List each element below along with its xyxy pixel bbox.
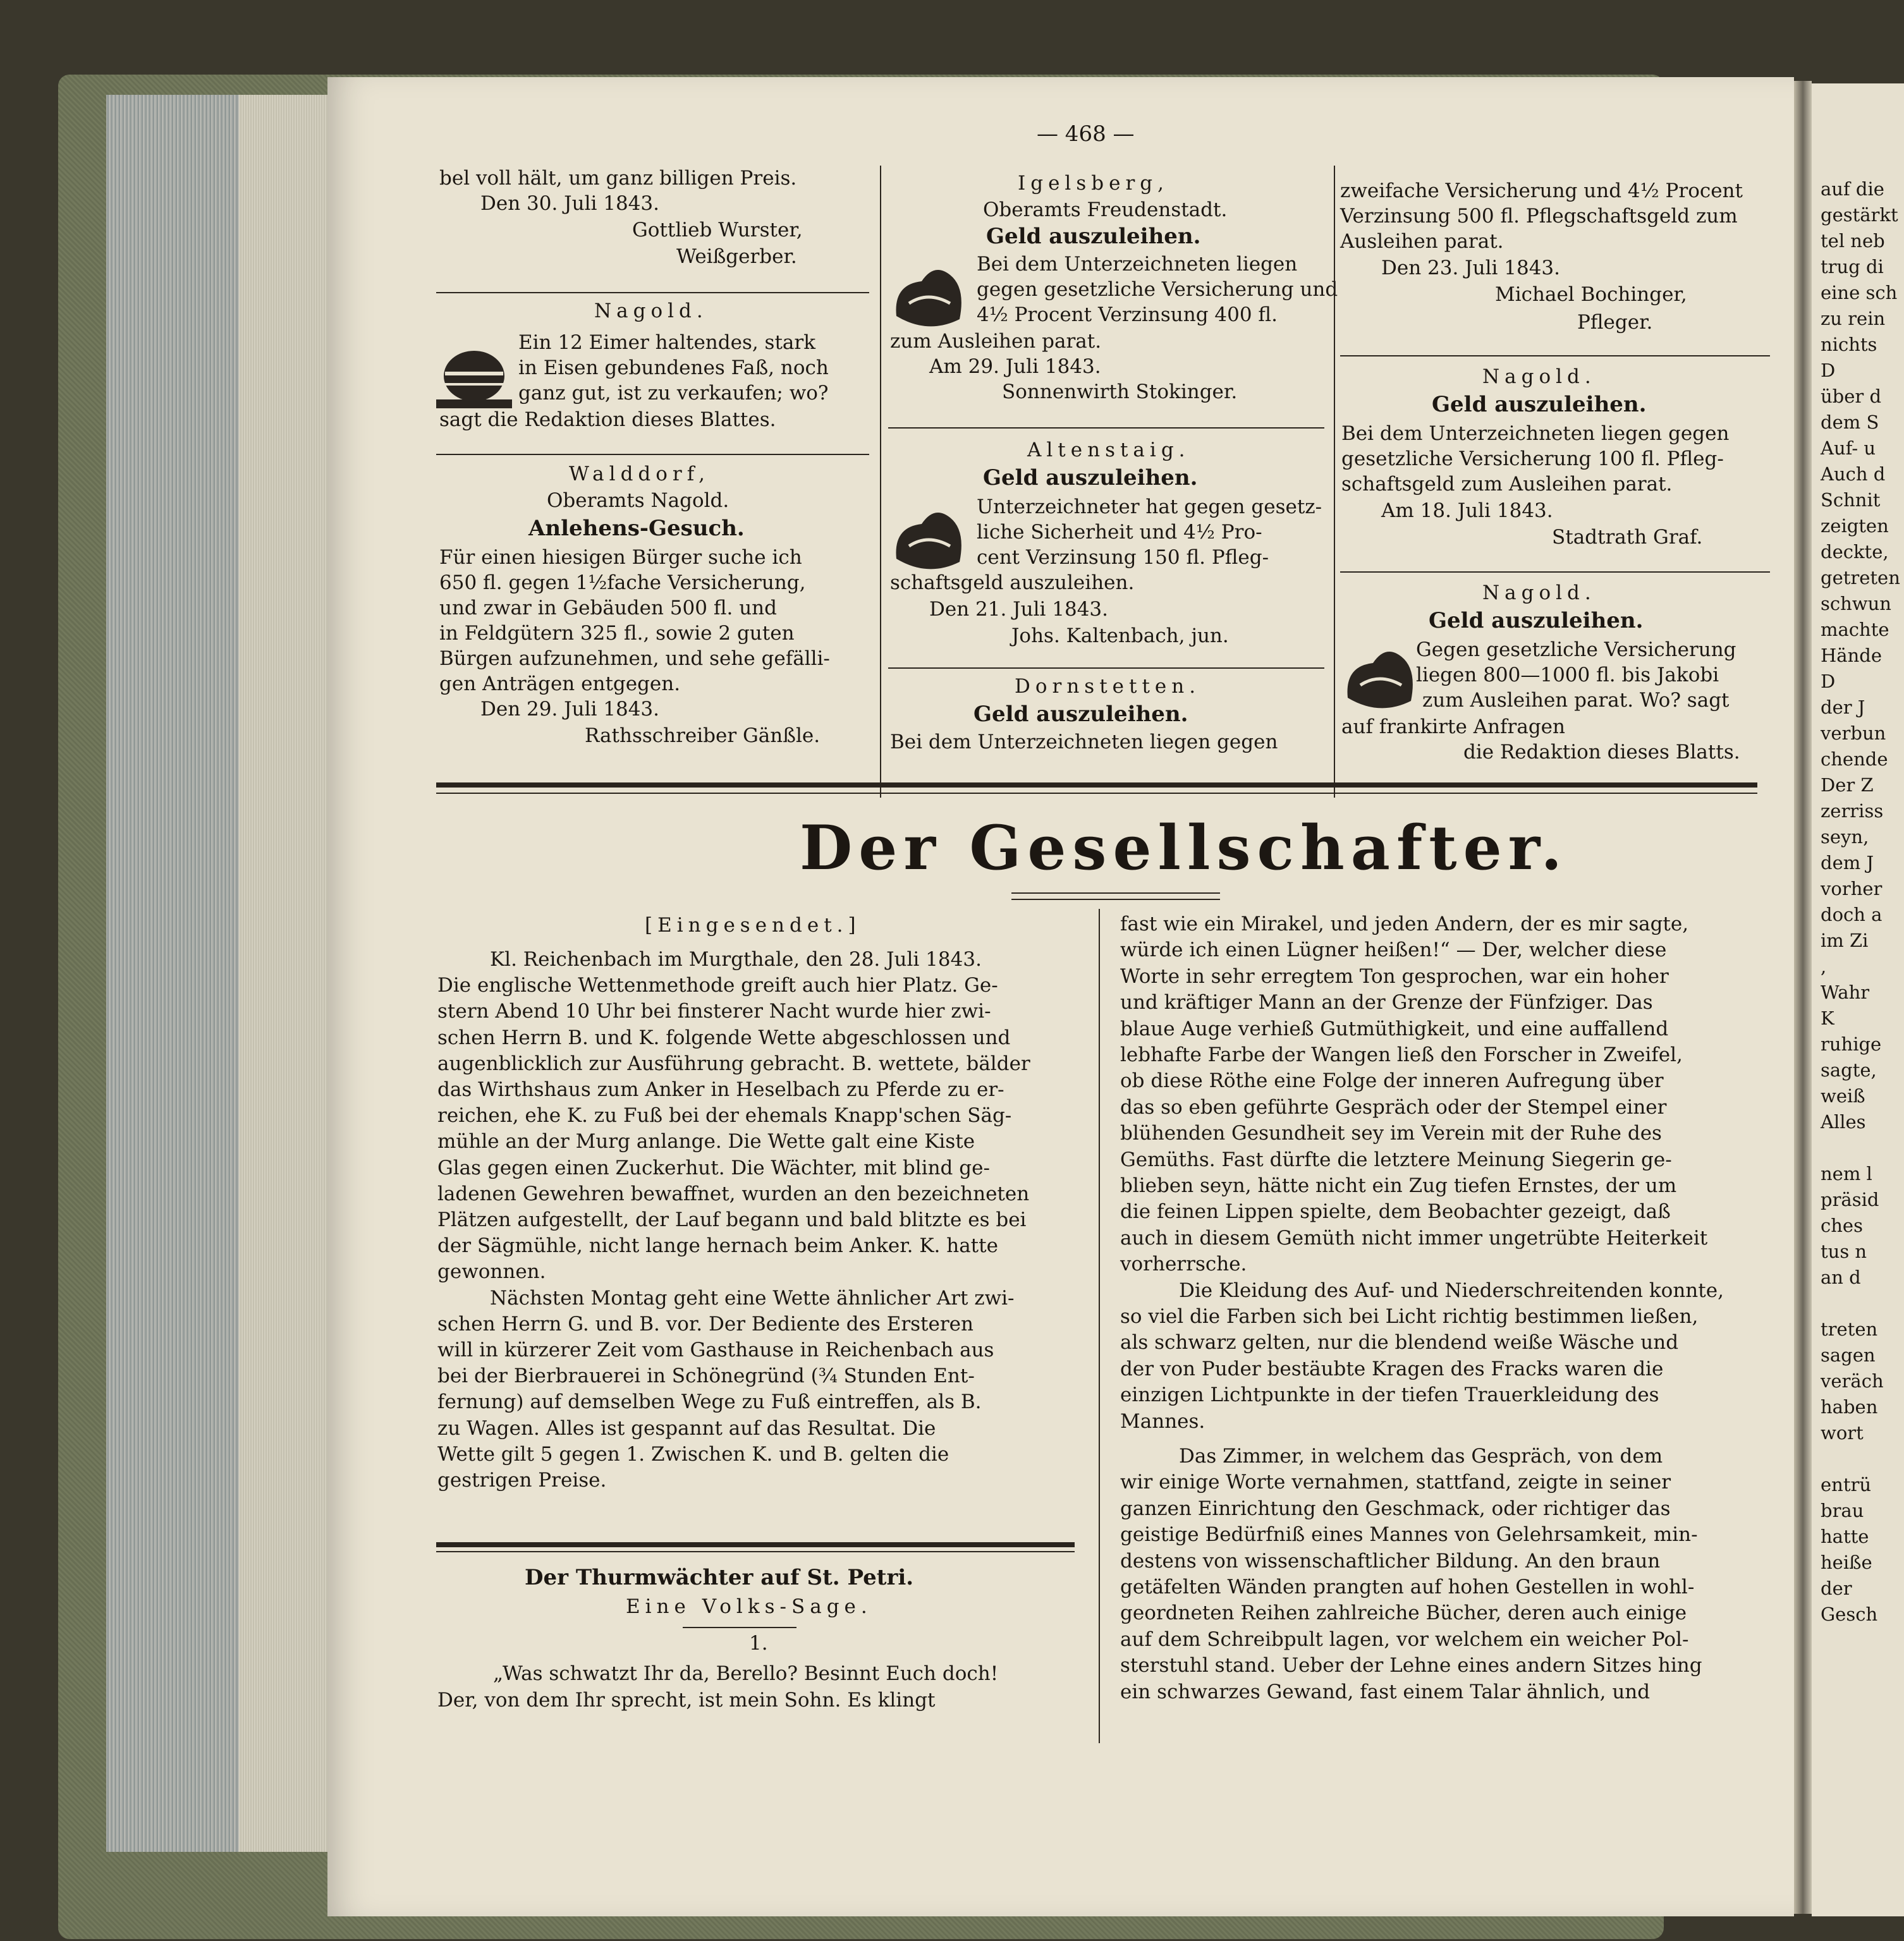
ad-text: 650 fl. gegen 1½fache Versicherung, <box>439 571 806 594</box>
ad-text: in Feldgütern 325 fl., sowie 2 guten <box>439 622 795 645</box>
facing-page-fragment: dem S <box>1821 411 1879 433</box>
article-line: mühle an der Murg anlange. Die Wette galt eine Kiste <box>437 1130 975 1153</box>
ad-text: Bürgen aufzunehmen, und sehe gefälli- <box>439 647 830 670</box>
ad-signature-title: Weißgerber. <box>676 245 797 268</box>
ad-text: Verzinsung 500 fl. Pflegschaftsgeld zum <box>1340 205 1738 228</box>
ad-place: Dornstetten. <box>1015 675 1201 698</box>
ad-separator <box>888 427 1324 429</box>
ad-heading: Geld auszuleihen. <box>1432 392 1647 417</box>
section-rule <box>436 1551 1075 1552</box>
facing-page-fragment: Wahr <box>1821 982 1870 1003</box>
article-line: ein schwarzes Gewand, fast einem Talar ähnlich, und <box>1120 1680 1651 1703</box>
column-divider <box>1099 909 1100 1743</box>
article-line: auf dem Schreibpult lagen, vor welchem ein weicher Pol- <box>1120 1628 1689 1651</box>
facing-page-fragment: Schnit <box>1821 489 1881 511</box>
masthead-rule <box>436 782 1757 788</box>
facing-page-fragment: dem J <box>1821 852 1874 873</box>
section-rule <box>436 1542 1075 1547</box>
masthead-title: Der Gesellschafter. <box>800 812 1568 884</box>
ad-text: in Eisen gebundenes Faß, noch <box>518 356 829 379</box>
facing-page-fragment: tel neb <box>1821 230 1885 252</box>
article-line: geistige Bedürfniß eines Mannes von Gelehrsamkeit, min- <box>1120 1523 1698 1547</box>
ad-text: bel voll hält, um ganz billigen Preis. <box>439 167 797 190</box>
ad-text: Bei dem Unterzeichneten liegen <box>977 253 1298 276</box>
ad-text: Bei dem Unterzeichneten liegen gegen <box>1341 422 1730 445</box>
ad-text: liegen 800—1000 fl. bis Jakobi <box>1416 664 1719 686</box>
article-line: Mannes. <box>1120 1409 1205 1433</box>
barrel-icon <box>436 341 512 411</box>
ad-signature: Sonnenwirth Stokinger. <box>1002 380 1238 403</box>
ad-date: Den 30. Juli 1843. <box>480 192 659 215</box>
facing-page-fragment: , <box>1821 956 1827 977</box>
facing-page-fragment: ruhige <box>1821 1033 1882 1055</box>
story-rule <box>683 1627 796 1628</box>
article-line: das Wirthshaus zum Anker in Heselbach zu Pferde zu er- <box>437 1078 1004 1101</box>
article-line: lebhafte Farbe der Wangen ließ den Forscher in Zweifel, <box>1120 1044 1683 1066</box>
ad-separator <box>436 292 869 293</box>
facing-page-fragment: sagte, <box>1821 1059 1877 1081</box>
ad-text: Für einen hiesigen Bürger suche ich <box>439 546 802 569</box>
ad-text: ganz gut, ist zu verkaufen; wo? <box>518 382 829 405</box>
facing-page-fragment: veräch <box>1821 1370 1884 1392</box>
facing-page-fragment: Hände <box>1821 645 1882 666</box>
facing-page-fragment: auf die <box>1821 178 1884 200</box>
facing-page-fragment: entrü <box>1821 1474 1872 1495</box>
facing-page-fragment: hatte <box>1821 1526 1869 1547</box>
article-line: fernung) auf demselben Wege zu Fuß eintreffen, als B. <box>437 1390 982 1414</box>
ad-text: liche Sicherheit und 4½ Pro- <box>977 521 1262 544</box>
article-line: vorherrsche. <box>1120 1253 1247 1276</box>
article-line: Das Zimmer, in welchem das Gespräch, von dem <box>1179 1445 1663 1468</box>
masthead-rule <box>436 793 1757 794</box>
article-line: schen Herrn G. und B. vor. Der Bediente des Ersteren <box>437 1312 973 1336</box>
facing-page-fragment: Gesch <box>1821 1603 1878 1625</box>
ad-text: zum Ausleihen parat. Wo? sagt <box>1422 689 1730 712</box>
facing-page-fragment: zu rein <box>1821 308 1886 329</box>
facing-page-fragment: nem l <box>1821 1163 1872 1184</box>
article-line: destens von wissenschaftlicher Bildung. An den braun <box>1120 1549 1661 1573</box>
ad-text: gegen gesetzliche Versicherung und <box>977 278 1338 301</box>
ad-place: Nagold. <box>1482 581 1596 604</box>
ad-signature: Stadtrath Graf. <box>1552 526 1703 549</box>
facing-page-fragment: doch a <box>1821 904 1883 925</box>
ad-text: cent Verzinsung 150 fl. Pfleg- <box>977 546 1269 569</box>
article-line: bei der Bierbrauerei in Schönegründ (¾ Stunden Ent- <box>437 1365 975 1388</box>
facing-page-fragment: Auch d <box>1821 463 1886 485</box>
article-line: fast wie ein Mirakel, und jeden Andern, der es mir sagte, <box>1120 913 1689 935</box>
facing-page-fragment: der J <box>1821 697 1865 718</box>
ad-heading: Geld auszuleihen. <box>986 224 1201 249</box>
article-line: reichen, ehe K. zu Fuß bei der ehemals Knapp'schen Säg- <box>437 1104 1012 1128</box>
facing-page-fragment: wort <box>1821 1422 1864 1444</box>
article-line: Wette gilt 5 gegen 1. Zwischen K. und B. gelten die <box>437 1442 949 1466</box>
money-bag-icon <box>890 502 972 578</box>
facing-page-fragment: an d <box>1821 1267 1861 1288</box>
submission-tag: [Eingesendet.] <box>645 914 861 937</box>
ad-text: und zwar in Gebäuden 500 fl. und <box>439 597 777 619</box>
facing-page-fragment: D <box>1821 360 1836 381</box>
facing-page <box>1812 83 1904 1916</box>
facing-page-fragment: über d <box>1821 386 1882 407</box>
article-line: ladenen Gewehren bewaffnet, wurden an den bezeichneten <box>437 1182 1030 1205</box>
facing-page-fragment: seyn, <box>1821 826 1869 848</box>
page-number: — 468 — <box>1037 121 1135 147</box>
ad-heading: Geld auszuleihen. <box>1429 608 1644 633</box>
ad-heading: Geld auszuleihen. <box>983 465 1198 490</box>
article-line: blaue Auge verhieß Gutmüthigkeit, und eine auffallend <box>1120 1017 1669 1040</box>
ad-date: Den 21. Juli 1843. <box>929 598 1108 621</box>
ad-place: Igelsberg, <box>1018 172 1169 195</box>
column-divider <box>880 166 881 798</box>
ad-separator <box>436 454 869 455</box>
ad-text: Unterzeichneter hat gegen gesetz- <box>977 496 1322 518</box>
ad-date: Am 29. Juli 1843. <box>929 355 1101 378</box>
facing-page-fragment: Auf- u <box>1821 437 1876 459</box>
facing-page-fragment: zeigten <box>1821 515 1889 537</box>
masthead-underline <box>1011 892 1220 894</box>
article-line: gewonnen. <box>437 1260 546 1284</box>
facing-page-fragment: schwun <box>1821 593 1891 614</box>
ad-text: zum Ausleihen parat. <box>890 330 1102 353</box>
ad-separator <box>888 667 1324 669</box>
facing-page-fragment: machte <box>1821 619 1889 640</box>
facing-page-fragment: K <box>1821 1007 1834 1029</box>
article-line: ganzen Einrichtung den Geschmack, oder richtiger das <box>1120 1497 1671 1520</box>
article-line: der Sägmühle, nicht lange hernach beim Anker. K. hatte <box>437 1234 998 1258</box>
facing-page-fragment: zerriss <box>1821 800 1884 822</box>
ad-date: Den 29. Juli 1843. <box>480 698 659 721</box>
ad-place: Altenstaig. <box>1027 439 1190 461</box>
article-line: schen Herrn B. und K. folgende Wette abgeschlossen und <box>437 1026 1011 1049</box>
article-line: die feinen Lippen spielte, dem Beobachter gezeigt, daß <box>1120 1200 1671 1224</box>
ad-place: Walddorf, <box>569 463 710 485</box>
article-line: ob diese Röthe eine Folge der inneren Aufregung über <box>1120 1069 1664 1093</box>
article-line: stern Abend 10 Uhr bei finsterer Nacht wurde hier zwi- <box>437 1000 991 1023</box>
article-line: Nächsten Montag geht eine Wette ähnlicher Art zwi- <box>490 1286 1015 1310</box>
article-line: will in kürzerer Zeit vom Gasthause in Reichenbach aus <box>437 1339 994 1361</box>
facing-page-fragment: gestärkt <box>1821 204 1898 226</box>
ad-place: Nagold. <box>1482 365 1596 388</box>
facing-page-fragment: trug di <box>1821 256 1884 277</box>
facing-page-fragment: nichts <box>1821 334 1877 355</box>
article-line: wir einige Worte vernahmen, stattfand, zeigte in seiner <box>1120 1471 1671 1494</box>
ad-heading: Anlehens-Gesuch. <box>528 516 745 541</box>
ad-text: Ein 12 Eimer haltendes, stark <box>518 331 816 354</box>
facing-page-fragment: Alles <box>1821 1111 1866 1133</box>
article-line: das so eben geführte Gespräch oder der Stempel einer <box>1120 1095 1667 1119</box>
facing-page-fragment: haben <box>1821 1396 1878 1418</box>
chapter-number: 1. <box>749 1632 768 1655</box>
article-line: Plätzen aufgestellt, der Lauf begann und bald blitzte es bei <box>437 1208 1027 1231</box>
ad-text: Gegen gesetzliche Versicherung <box>1416 638 1736 661</box>
facing-page-fragment: treten <box>1821 1318 1878 1340</box>
article-line: als schwarz gelten, nur die blendend weiße Wäsche und <box>1120 1331 1679 1354</box>
article-line: „Was schwatzt Ihr da, Berello? Besinnt Euch doch! <box>493 1662 999 1685</box>
ad-text: schaftsgeld zum Ausleihen parat. <box>1341 473 1673 496</box>
ad-signature: Johs. Kaltenbach, jun. <box>1011 624 1229 647</box>
article-line: Worte in sehr erregtem Ton gesprochen, war ein hoher <box>1120 964 1669 988</box>
ad-date: Den 23. Juli 1843. <box>1381 257 1560 279</box>
facing-page-fragment: heiße <box>1821 1552 1872 1573</box>
article-line: auch in diesem Gemüth nicht immer ungetrübte Heiterkeit <box>1120 1226 1708 1250</box>
facing-page-fragment: tus n <box>1821 1241 1867 1262</box>
masthead-underline <box>1011 899 1220 900</box>
article-line: würde ich einen Lügner heißen!“ — Der, welcher diese <box>1120 939 1667 962</box>
ad-subplace: Oberamts Freudenstadt. <box>983 198 1228 221</box>
facing-page-fragment: D <box>1821 671 1836 692</box>
facing-page-fragment: chende <box>1821 748 1888 770</box>
ad-separator <box>1340 571 1770 573</box>
ad-date: Am 18. Juli 1843. <box>1381 499 1553 522</box>
article-line: blühenden Gesundheit sey im Verein mit der Ruhe des <box>1120 1122 1662 1145</box>
money-bag-icon <box>890 259 972 335</box>
article-line: blieben seyn, hätte nicht ein Zug tiefen Ernstes, der um <box>1120 1174 1677 1197</box>
facing-page-fragment: Der Z <box>1821 774 1874 796</box>
page-edges <box>106 95 329 1852</box>
article-line: und kräftiger Mann an der Grenze der Fünfziger. Das <box>1120 991 1653 1014</box>
facing-page-fragment: sagen <box>1821 1344 1876 1366</box>
ad-text: schaftsgeld auszuleihen. <box>890 571 1135 594</box>
article-line: Gemüths. Fast dürfte die letztere Meinung Siegerin ge- <box>1120 1148 1672 1171</box>
facing-page-fragment: verbun <box>1821 722 1886 744</box>
ad-place: Nagold. <box>594 300 708 322</box>
facing-page-fragment: präsid <box>1821 1189 1879 1210</box>
article-line: gestrigen Preise. <box>437 1469 607 1492</box>
ad-text: gen Anträgen entgegen. <box>439 672 681 695</box>
article-line: Der, von dem Ihr sprecht, ist mein Sohn. Es klingt <box>437 1689 936 1712</box>
article-line: Die Kleidung des Auf- und Niederschreitenden konnte, <box>1179 1279 1724 1302</box>
ad-text: zweifache Versicherung und 4½ Procent <box>1340 179 1743 202</box>
article-line: einzigen Lichtpunkte in der tiefen Trauerkleidung des <box>1120 1384 1659 1407</box>
ad-text: Bei dem Unterzeichneten liegen gegen <box>890 731 1278 753</box>
ad-text: auf frankirte Anfragen <box>1341 715 1565 738</box>
ad-signature: Rathsschreiber Gänßle. <box>585 724 821 747</box>
ad-signature: Gottlieb Wurster, <box>632 219 803 241</box>
ad-subplace: Oberamts Nagold. <box>547 489 729 512</box>
ad-text: 4½ Procent Verzinsung 400 fl. <box>977 303 1278 326</box>
facing-page-fragment: getreten <box>1821 567 1900 588</box>
facing-page-fragment: vorher <box>1821 878 1883 899</box>
money-bag-icon <box>1341 641 1424 717</box>
article-line: Kl. Reichenbach im Murgthale, den 28. Juli 1843. <box>490 948 982 971</box>
ad-text: Ausleihen parat. <box>1340 230 1504 253</box>
article-line: augenblicklich zur Ausführung gebracht. B. wettete, bälder <box>437 1052 1030 1075</box>
facing-page-fragment: im Zi <box>1821 930 1869 951</box>
article-line: Glas gegen einen Zuckerhut. Die Wächter, mit blind ge- <box>437 1156 990 1179</box>
ad-text: sagt die Redaktion dieses Blattes. <box>439 408 776 431</box>
ad-signature-title: Pfleger. <box>1577 311 1653 334</box>
article-line: Die englische Wettenmethode greift auch hier Platz. Ge- <box>437 974 998 997</box>
article-line: so viel die Farben sich bei Licht richtig bestimmen ließen, <box>1120 1305 1699 1328</box>
ad-text: gesetzliche Versicherung 100 fl. Pfleg- <box>1341 447 1724 470</box>
column-divider <box>1334 166 1335 798</box>
facing-page-fragment: deckte, <box>1821 541 1889 563</box>
ad-text: die Redaktion dieses Blatts. <box>1463 741 1740 764</box>
facing-page-fragment: eine sch <box>1821 282 1898 303</box>
ad-signature: Michael Bochinger, <box>1495 283 1687 306</box>
story-title: Der Thurmwächter auf St. Petri. <box>525 1565 914 1590</box>
story-subtitle: Eine Volks-Sage. <box>626 1595 872 1618</box>
article-line: geordneten Reihen zahlreiche Bücher, deren auch einige <box>1120 1602 1687 1625</box>
facing-page-fragment: weiß <box>1821 1085 1865 1107</box>
facing-page-fragment: der <box>1821 1578 1852 1599</box>
ad-heading: Geld auszuleihen. <box>973 702 1188 727</box>
facing-page-fragment: ches <box>1821 1215 1863 1236</box>
article-line: zu Wagen. Alles ist gespannt auf das Resultat. Die <box>437 1416 936 1440</box>
ad-separator <box>1340 355 1770 356</box>
article-line: sterstuhl stand. Ueber der Lehne eines andern Sitzes hing <box>1120 1654 1702 1677</box>
book-gutter <box>1794 81 1812 1914</box>
facing-page-fragment: brau <box>1821 1500 1864 1521</box>
article-line: getäfelten Wänden prangten auf hohen Gestellen in wohl- <box>1120 1576 1695 1598</box>
article-line: der von Puder bestäubte Kragen des Fracks waren die <box>1120 1357 1664 1380</box>
